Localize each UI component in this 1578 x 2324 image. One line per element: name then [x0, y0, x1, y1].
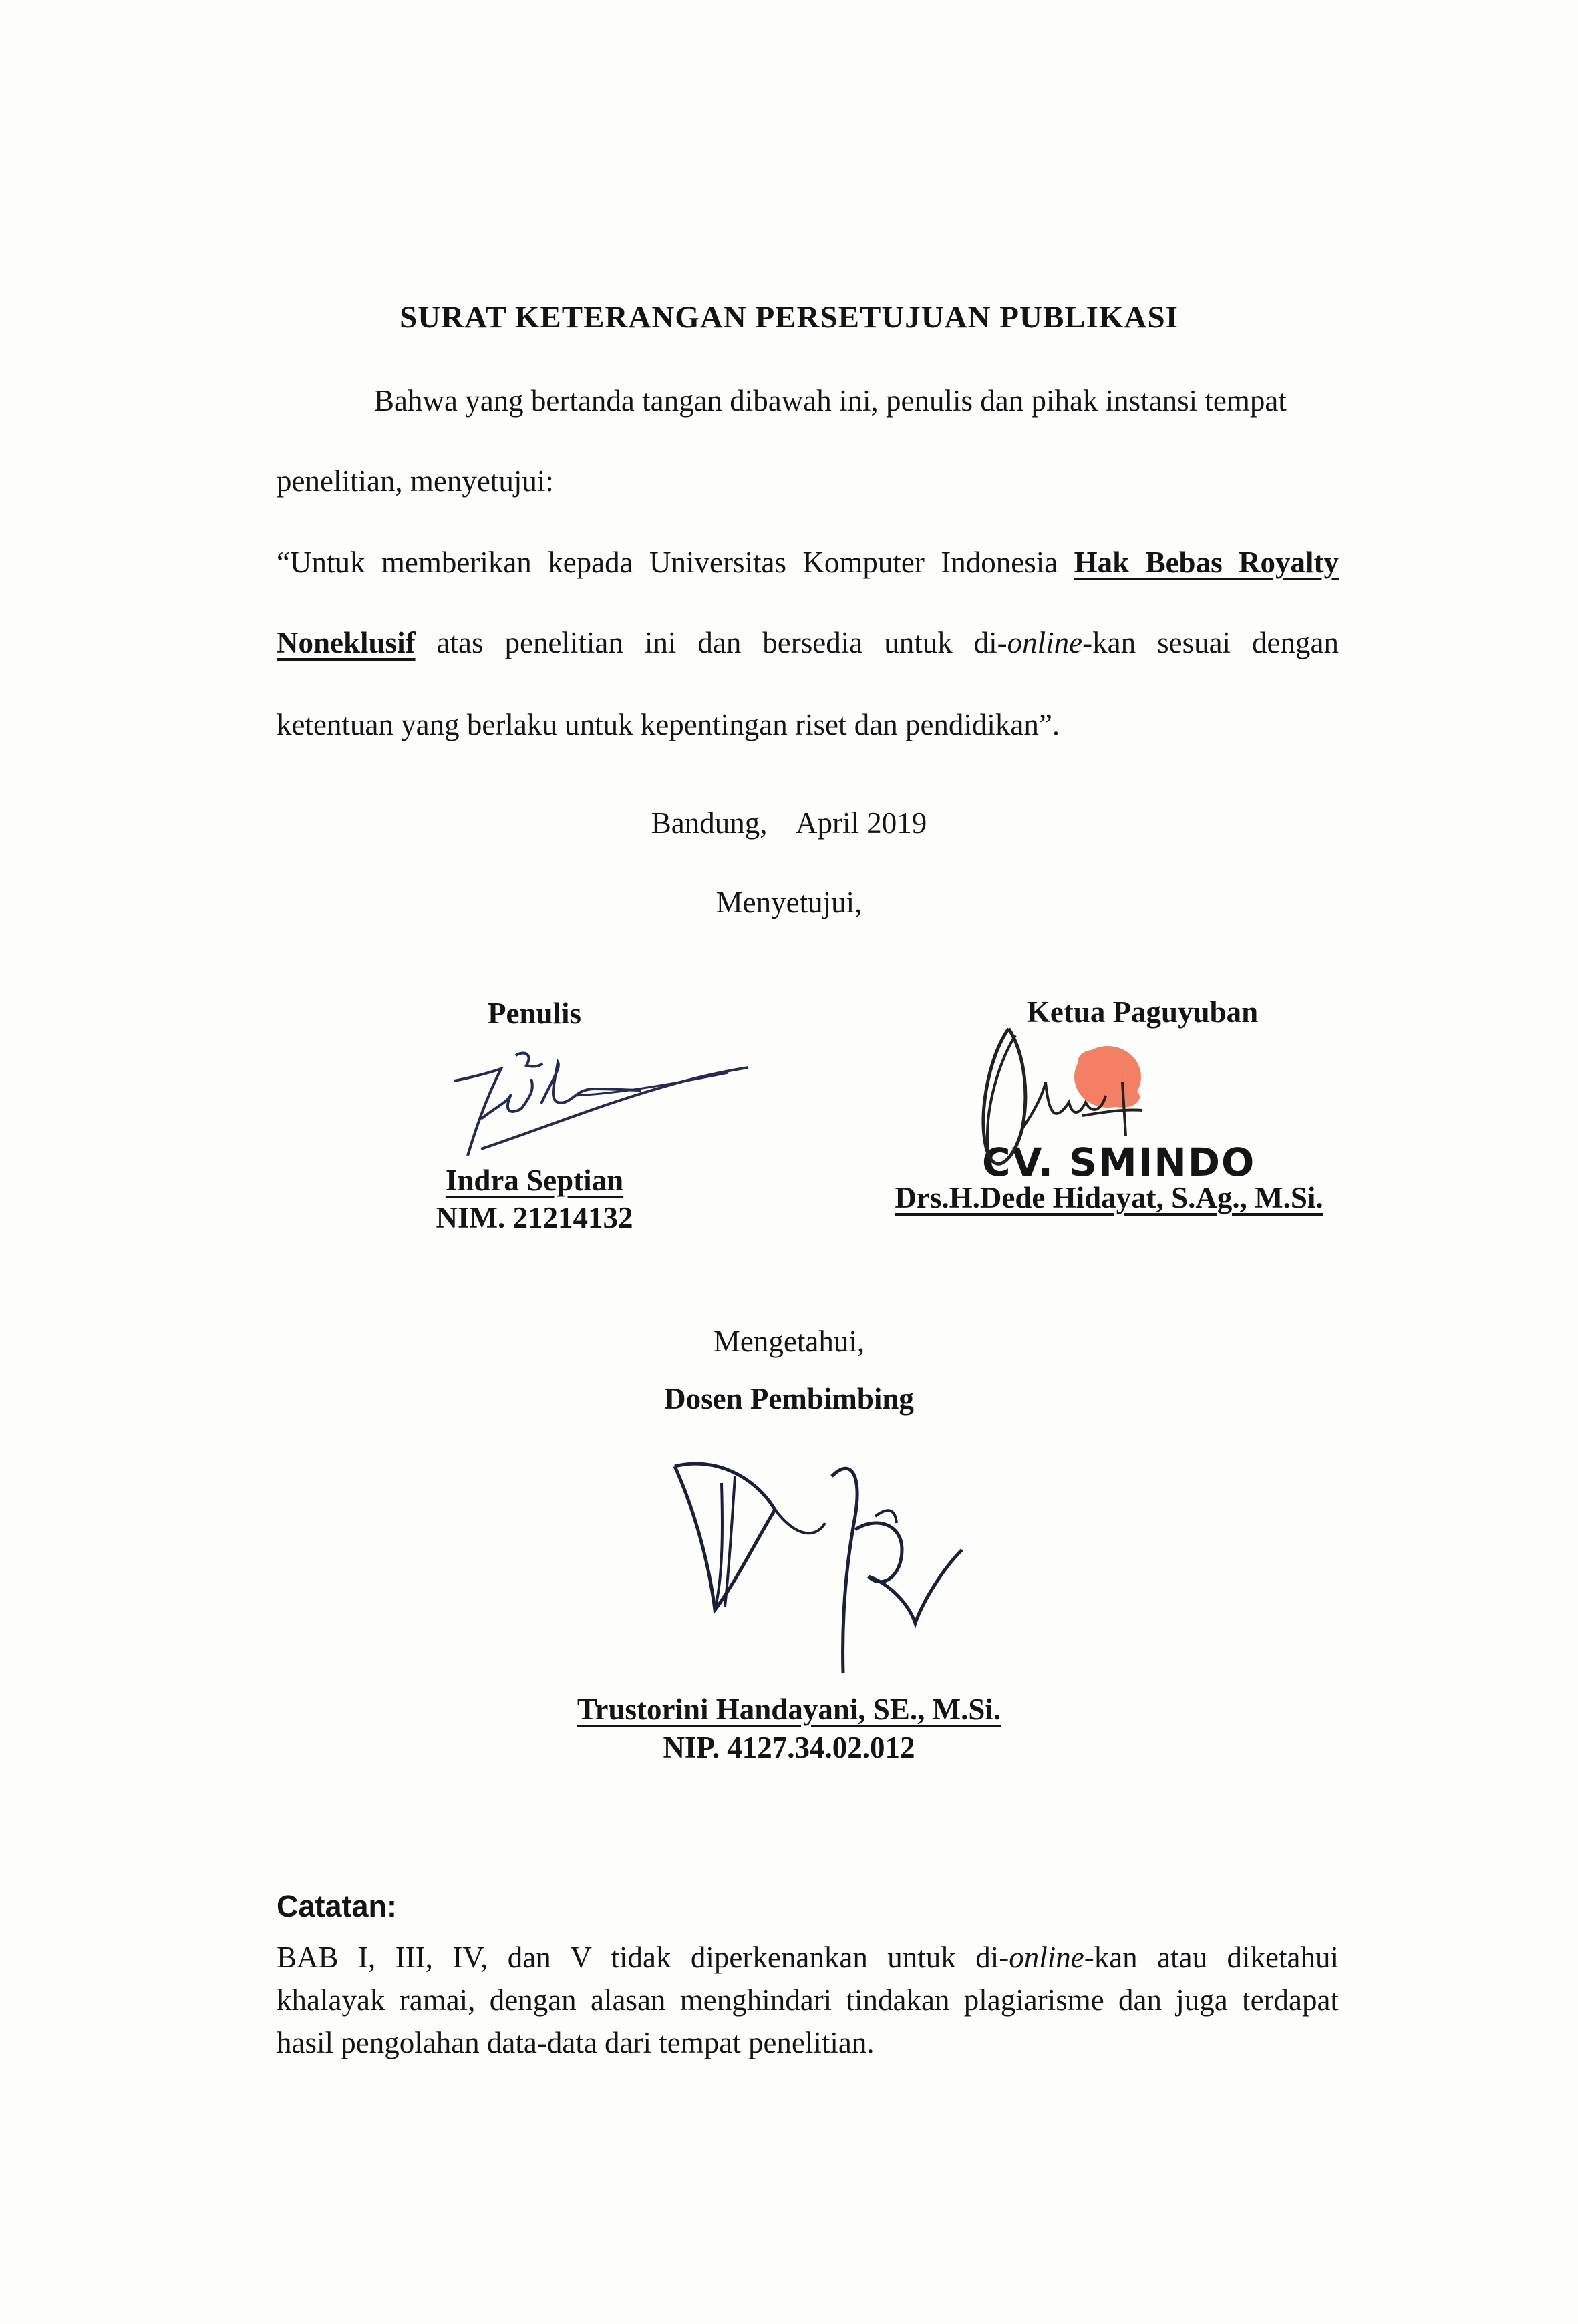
- quote-line-2: [277, 621, 1339, 664]
- writer-nim: NIM. 21214132: [436, 1201, 633, 1234]
- note-text: BAB I, III, IV, dan V tidak diperkenankan untuk di-: [277, 1941, 1009, 1974]
- quote-text: “Untuk memberikan kepada Universitas Komputer Indonesia: [277, 546, 1074, 579]
- note-line-2: khalayak ramai, dengan alasan menghindari tindakan plagiarisme dan juga terdapat: [277, 1983, 1339, 2017]
- quote-italic: online: [1007, 626, 1083, 659]
- quote-line-1: [277, 541, 1339, 584]
- acknowledged-label: Mengetahui,: [713, 1325, 865, 1358]
- chair-name: [869, 1180, 1350, 1216]
- note-text: -kan atau diketahui: [1084, 1941, 1339, 1974]
- chair-signature: [962, 1015, 1243, 1189]
- quote-text: atas penelitian ini dan bersedia untuk di-: [415, 626, 1007, 659]
- document-title: SURAT KETERANGAN PERSETUJUAN PUBLIKASI: [400, 300, 1178, 335]
- chair-name-text: Drs.H.Dede Hidayat, S.Ag., M.Si.: [895, 1181, 1323, 1214]
- writer-name-text: Indra Septian: [445, 1164, 624, 1197]
- note-label: Catatan:: [277, 1889, 398, 1923]
- quote-line-3: ketentuan yang berlaku untuk kepentingan riset dan pendidikan”.: [277, 708, 1060, 741]
- note-line-3: hasil pengolahan data-data dari tempat penelitian.: [277, 2026, 875, 2059]
- note-line-1: [277, 1936, 1339, 1979]
- stamp-text: CV. SMINDO: [982, 1140, 1256, 1185]
- writer-role: Penulis: [487, 997, 582, 1030]
- supervisor-signature: [661, 1450, 1009, 1690]
- place-date-text: Bandung, April 2019: [651, 806, 927, 840]
- quote-emphasis: Noneklusif: [277, 626, 416, 659]
- place-date: [0, 806, 1578, 840]
- supervisor-name-text: Trustorini Handayani, SE., M.Si.: [577, 1693, 1001, 1726]
- supervisor-nip: NIP. 4127.34.02.012: [663, 1731, 915, 1764]
- writer-name: [374, 1162, 695, 1198]
- quote-text: -kan sesuai dengan: [1082, 626, 1339, 659]
- supervisor-name: [0, 1692, 1578, 1727]
- writer-signature: [441, 1042, 762, 1176]
- chair-role: Ketua Paguyuban: [1026, 995, 1259, 1029]
- intro-line-2: penelitian, menyetujui:: [277, 464, 554, 498]
- intro-line-1: Bahwa yang bertanda tangan dibawah ini, penulis dan pihak instansi tempat: [374, 384, 1287, 418]
- supervisor-role: Dosen Pembimbing: [664, 1382, 914, 1416]
- approval-label: Menyetujui,: [716, 886, 862, 919]
- quote-emphasis: Hak Bebas Royalty: [1074, 546, 1339, 579]
- note-italic: online: [1009, 1941, 1084, 1974]
